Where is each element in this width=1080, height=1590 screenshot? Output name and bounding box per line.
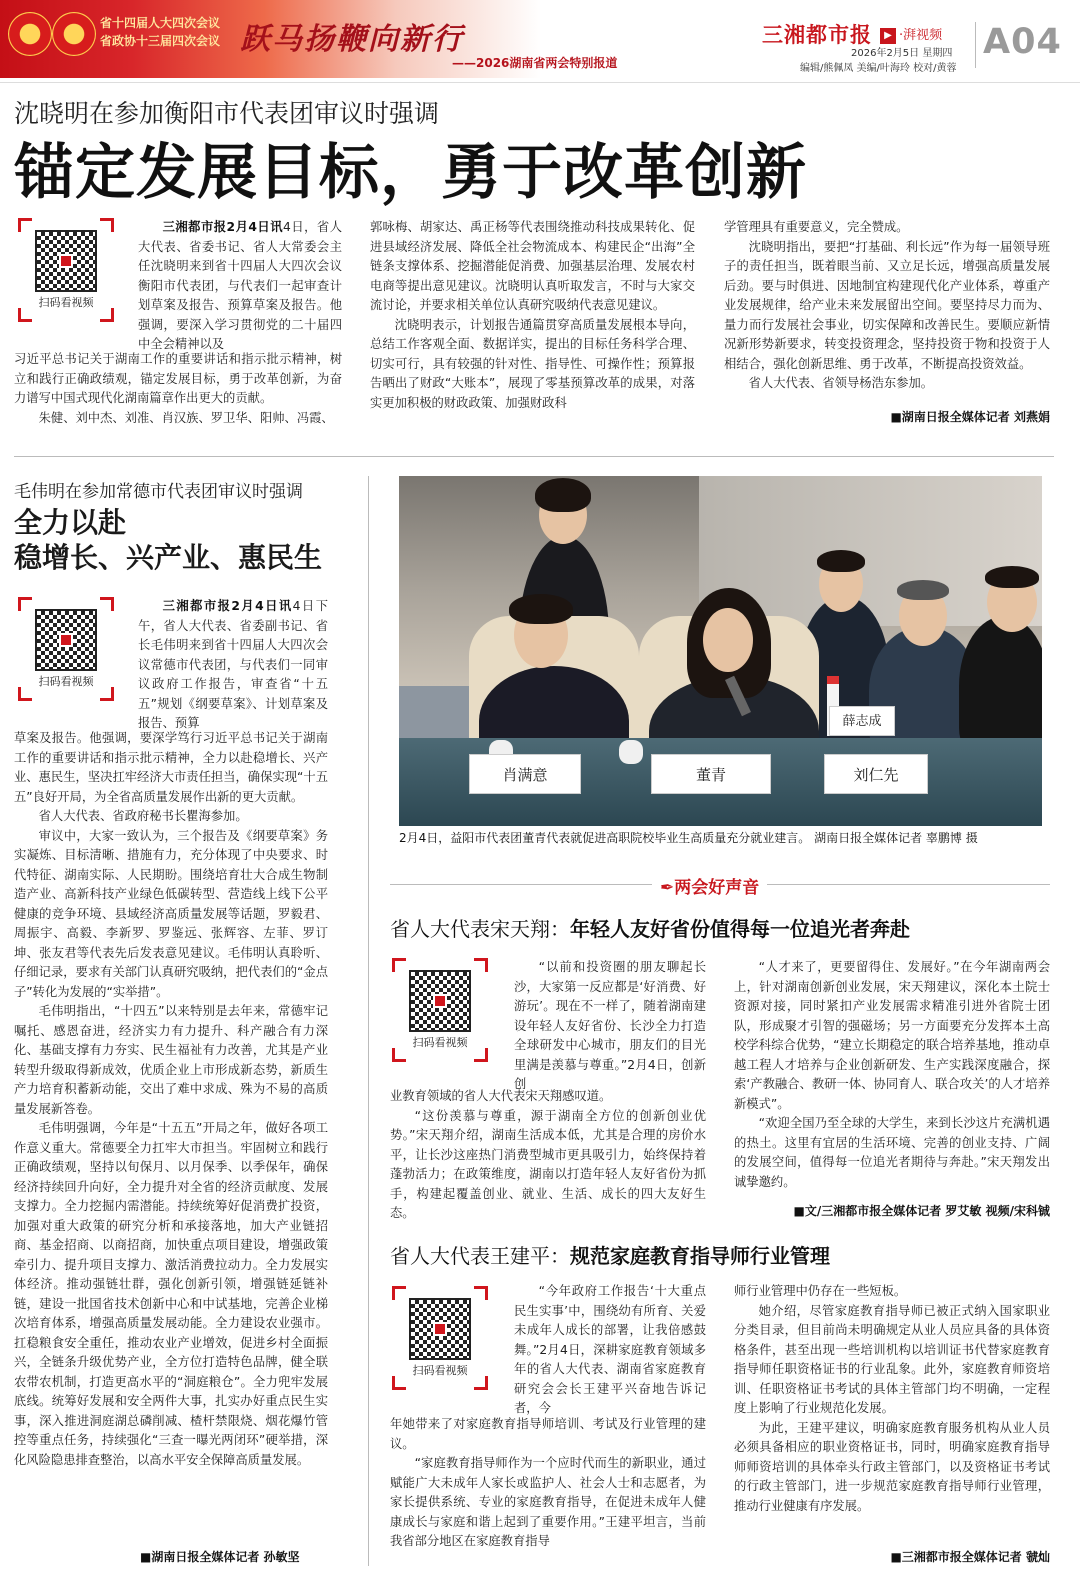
banner-session-npc: 省十四届人大四次会议: [100, 16, 221, 30]
page-number: A04: [983, 22, 1062, 62]
story2-col1: 年她带来了对家庭教育指导师培训、考试及行业管理的建议。 “家庭教育指导师作为一个应时代而生的新职业，通过赋能广大未成年人家长或监护人、社会人士和志愿者，为家长提供系统、专业的家庭教育指导，在促进未成年人健康成长与家庭和谐上起到了重要作用。”王建平坦言，当前我省部分地区在家庭教育指导: [390, 1417, 706, 1548]
story1-byline: ■文/三湘都市报全媒体记者 罗艾敏 视频/宋科铖: [793, 1204, 1050, 1218]
article1-headline: 锚定发展目标，勇于改革创新: [14, 138, 807, 208]
story2-byline: ■三湘都市报全媒体记者 虢灿: [890, 1550, 1050, 1564]
name-plate: 董青: [651, 754, 771, 794]
npc-emblem-icon: [8, 12, 52, 56]
article1-col1: 习近平总书记关于湖南工作的重要讲话和指示批示精神，树立和践行正确政绩观，锚定发展目标，勇于改革创新，为奋力谱写中国式现代化湖南篇章作出更大的贡献。 朱健、刘中杰、刘准、肖汉族、罗卫华、阳帅、冯霞、: [14, 352, 342, 425]
article2-headline-line2: 稳增长、兴产业、惠民生: [14, 541, 323, 574]
banner-slogan: 跃马扬鞭向新行: [240, 22, 464, 57]
name-plate: 薛志成: [829, 706, 895, 736]
story2-col2: 师行业管理中仍存在一些短板。 她介绍，尽管家庭教育指导师已被正式纳入国家职业分类目录，但目前尚未明确规定从业人员应具备的具体资格条件，甚至出现一些培训机构以培训证书代替家庭教育指导师任职资格证书的行业乱象。此外，家庭教育师资培训、任职资格证书考试的具体主管部门均不明确，一定程度上影响了行业规范化发展。 为此，王建平建议，明确家庭教育服务机构从业人员必须具备相应的职业资格证书，同时，明确家庭教育指导师师资培训的具体牵头行政主管部门，以及资格证书考试的行政主管部门，进一步规范家庭教育指导师行业管理，推动行业健康有序发展。: [734, 1284, 1050, 1513]
story2-title: 省人大代表王建平：规范家庭教育指导师行业管理: [390, 1244, 830, 1268]
story1-title: 省人大代表宋天翔：年轻人友好省份值得每一位追光者奔赴: [390, 917, 910, 941]
video-brand: ▶ ·湃视频: [880, 24, 942, 44]
dateline: 三湘都市报2月4日讯: [162, 599, 293, 613]
section-divider: [14, 456, 1054, 457]
dateline: 三湘都市报2月4日讯: [162, 220, 284, 234]
newspaper-name: 三湘都市报: [762, 23, 872, 47]
story1-col1: 业教育领域的省人大代表宋天翔感叹道。 “这份羡慕与尊重，源于湖南全方位的创新创业优势。”宋天翔介绍，湖南生活成本低，尤其是合理的房价水平，让长沙这座热门消费型城市更具吸引力，始终保持着蓬勃活力；在政策维度，湖南以打造年轻人友好省份为抓手，构建起覆盖创业、就业、生活、成长的四大友好生态。: [390, 1089, 706, 1220]
issue-date: 2026年2月5日 星期四: [851, 48, 953, 59]
video-logo-icon: ▶: [880, 28, 896, 44]
editor-credits: 编辑/熊佩凤 美编/叶海玲 校对/黄蓉: [800, 63, 957, 74]
article1-col2: 郭咏梅、胡家达、禹正杨等代表围绕推动科技成果转化、促进县域经济发展、降低全社会物流成本、构建民企“出海”全链条支撑体系、挖掘潜能促消费、加强基层治理、发展农村电商等提出意见建议。沈晓明认真听取发言，不时与大家交流讨论，并要求相关单位认真研究吸纳代表意见建议。 沈晓明表示，计划报告通篇贯穿高质量发展根本导向，总结工作客观全面、数据详实，提出的目标任务科学合理、切实可行，具有较强的针对性、指导性、可操作性；预算报告晒出了财政“大账本”，展现了零基预算改革的成果，对落实更加积极的财政政策、加强财政科: [370, 220, 695, 410]
banner-subtitle: ——2026湖南省两会特别报道: [452, 56, 618, 70]
article2-qr-code[interactable]: [18, 597, 114, 701]
story1-col2: “人才来了，更要留得住、发展好。”在今年湖南两会上，针对湖南创新创业发展，宋天翔建议，深化本土院士资源对接，同时紧扣产业发展需求精准引进外省院士团队，形成聚才引智的强磁场；另一方面要充分发挥本土高校学科综合优势，“建立长期稳定的联合培养基地，推动卓越工程人才培养与企业创新研发、生产实践深度融合，探索‘产教融合、教研一体、协同育人、联合攻关’的人才培养新模式”。 “欢迎全国乃至全球的大学生，来到长沙这片充满机遇的热土。这里有宜居的生活环境、完善的创业支持、广阔的发展空间，值得每一位追光者期待与奔赴。”宋天翔发出诚挚邀约。: [734, 960, 1050, 1189]
article1-lead: 三湘都市报2月4日讯4日，省人大代表、省委书记、省人大常委会主任沈晓明来到省十四届人大四次会议衡阳市代表团，与代表们一起审查计划草案及报告、预算草案及报告。他强调，要深入学习贯彻党的二十届四中全会精神以及: [138, 220, 342, 351]
story1-qr-code[interactable]: [392, 958, 488, 1062]
name-plate: 肖满意: [469, 754, 581, 794]
article2-body: 草案及报告。他强调，要深学笃行习近平总书记关于湖南工作的重要讲话和指示批示精神，全力以赴稳增长、兴产业、惠民生，坚决扛牢经济大市责任担当，确保实现“十五五”良好开局，为全省高质量发展作出新的更大贡献。 省人大代表、省政府秘书长瞿海参加。 审议中，大家一致认为，三个报告及《纲要草案》务实凝炼、目标清晰、措施有力，充分体现了中央要求、时代特征、湖南实际、人民期盼。围绕培育壮大合成生物制造产业、高新科技产业绿色低碳转型、营造线上线下公平健康的竞争环境、县域经济高质量发展等话题，罗毅君、周振宇、高毅、李新罗、罗鉴远、张辉容、左菲、罗订坤、张友君等代表先后发表意见建议。毛伟明认真聆听、仔细记录，要求有关部门认真研究吸纳，把代表们的“金点子”转化为发展的“实举措”。 毛伟明指出，“十四五”以来特别是去年来，常德牢记嘱托、感恩奋进，经济实力有力提升、科产融合有力深化、基础支撑有力夯实、民生福祉有力改善，尤其是产业转型升级取得新成效，优质企业上市形成新态势，新质生产力培育积蓄新动能，交出了难中求成、殊为不易的高质量发展新答卷。 毛伟明强调，今年是“十五五”开局之年，做好各项工作意义重大。常德要全力扛牢大市担当。牢固树立和践行正确政绩观，坚持以旬保月、以月保季、以季保年，确保经济持续回升向好，全力提升对全省的经济贡献度、发展支撑力。全力挖掘内需潜能。持续统筹好促消费扩投资，加强对重大政策的研究分析和承接落地，加大产业链招商、基金招商、以商招商，加快重点项目建设，增强政策牵引力、提升项目支撑力、激活消费拉动力。全力发展实体经济。推动强链壮群，强化创新引领，增强链延链补链，建设一批国省技术创新中心和中试基地，完善企业梯次培育体系，增强高质量发展动能。全力建设农业强市。扛稳粮食安全重任，推动农业产业增效，促进乡村全面振兴，全链条升级优势产业，全方位打造特色品牌，健全联农带农机制，打造更高水平的“洞庭粮仓”。全力兜牢发展底线。统筹好发展和安全两件大事，扎实办好重点民生实事，深入推进洞庭湖总磷削减、楂杆禁限烧、烟花爆竹管控等重点任务，持续强化“三查一曝光两闭环”硬举措，深化风险隐患排查整治，以高水平安全保障高质量发展。: [14, 731, 328, 1467]
qr-label: 扫码看视频: [38, 296, 94, 309]
article1-byline: ■湖南日报全媒体记者 刘燕娟: [890, 410, 1050, 424]
masthead-banner: [0, 0, 660, 78]
qr-label: 扫码看视频: [412, 1364, 468, 1377]
article1-col3: 学管理具有重要意义，完全赞成。 沈晓明指出，要把“打基础、利长远”作为每一届领导班子的责任担当，既着眼当前、又立足长远，增强高质量发展后劲。要与时俱进、因地制宜构建现代化产业体系，尊重产业发展规律，给产业未来发展留出空间。要坚持尽力而为、量力而行发展社会事业，切实保障和改善民生。要顺应新情况新形势新要求，转变投资理念，坚持投资于物和投资于人相结合，强化创新思维、勇于改革，不断提高投资效益。 省人大代表、省领导杨浩东参加。: [724, 220, 1050, 390]
article2-lead: 三湘都市报2月4日讯4日下午，省人大代表、省委副书记、省长毛伟明来到省十四届人大四次会议常德市代表团，与代表们一同审议政府工作报告，审查省“十五五”规划《纲要草案》、计划草案及报告、预算: [138, 599, 328, 730]
section-label: ✒两会好声音: [652, 873, 767, 898]
story2-lead: “今年政府工作报告‘十大重点民生实事’中，围绕幼有所育、关爱未成年人成长的部署，让我倍感鼓舞。”2月4日，深耕家庭教育领域多年的省人大代表、湖南省家庭教育研究会会长王建平兴奋地告诉记者，今: [514, 1284, 706, 1415]
story1-lead: “以前和投资圈的朋友聊起长沙，大家第一反应都是‘好消费、好游玩’。现在不一样了，随着湖南建设年轻人友好省份、长沙全力打造全球研发中心城市，朋友们的目光里满是羡慕与尊重。”2月4日，创新创: [514, 960, 706, 1091]
column-divider: [368, 476, 369, 1566]
quill-icon: ✒: [660, 878, 675, 898]
photo-caption: 2月4日，益阳市代表团董青代表就促进高职院校毕业生高质量充分就业建言。 湖南日报全媒体记者 辜鹏博 摄: [399, 831, 978, 845]
qr-label: 扫码看视频: [412, 1036, 468, 1049]
name-plate: 刘仁先: [824, 754, 928, 794]
header-divider: [975, 22, 976, 68]
article2-byline: ■湖南日报全媒体记者 孙敏坚: [140, 1550, 300, 1564]
article2-subtitle: 毛伟明在参加常德市代表团审议时强调: [14, 482, 303, 502]
header-rule: [0, 82, 1080, 83]
story2-qr-code[interactable]: [392, 1286, 488, 1390]
news-photo: [399, 476, 1042, 826]
qr-label: 扫码看视频: [38, 675, 94, 688]
banner-session-cppcc: 省政协十三届四次会议: [100, 34, 221, 48]
article1-qr-code[interactable]: [18, 218, 114, 322]
article1-subtitle: 沈晓明在参加衡阳市代表团审议时强调: [14, 99, 440, 128]
cppcc-emblem-icon: [52, 12, 96, 56]
article2-headline-line1: 全力以赴: [14, 506, 127, 539]
